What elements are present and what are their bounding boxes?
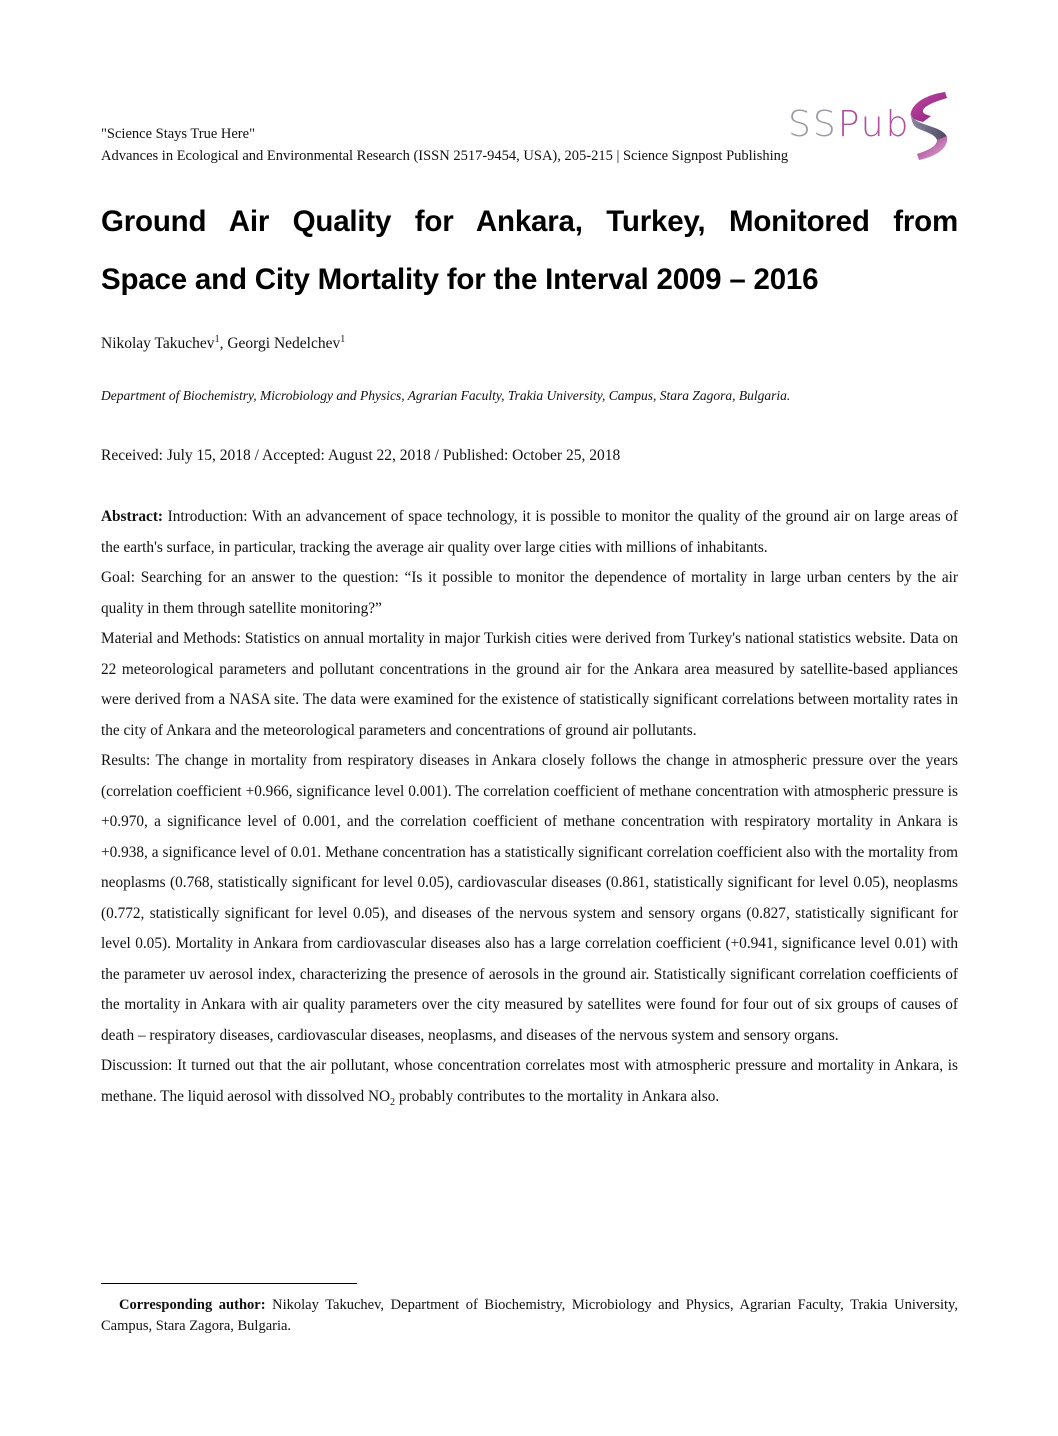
abstract-introduction xyxy=(101,502,958,563)
affiliation-mark: 1 xyxy=(340,334,346,345)
abstract-methods: Material and Methods: Statistics on annual mortality in major Turkish cities were derived from Turkey's national statistics website. Data on 22 meteorological parameters and pollutant concentrations in the ground air for the Ankara area measured by satellite-based appliances were derived from a NASA site. The data were examined for the existence of statistically significant correlations between mortality rates in the city of Ankara and the meteorological parameters and concentrations of ground air pollutants. xyxy=(101,630,958,739)
abstract-discussion xyxy=(101,1051,958,1118)
author-separator: , xyxy=(219,335,228,353)
sspub-logo xyxy=(788,90,953,162)
abstract-goal: Goal: Searching for an answer to the question: “Is it possible to monitor the dependence of mortality in large urban centers by the air quality in them through satellite monitoring?” xyxy=(101,569,958,617)
footnote-divider xyxy=(101,1283,357,1284)
title-line-1: Ground Air Quality for Ankara, Turkey, Monitored from xyxy=(101,205,958,238)
abstract-label: Abstract: xyxy=(101,508,164,525)
affiliation-mark: 1 xyxy=(214,334,220,345)
logo-wordmark xyxy=(788,104,910,145)
discussion-text-end: probably contributes to the mortality in Ankara also. xyxy=(395,1087,720,1105)
author-name: Georgi Nedelchev xyxy=(227,335,341,353)
logo-text-pub: Pub xyxy=(837,104,911,145)
ribbon-s-logo-icon xyxy=(901,90,953,162)
logo-text-ss: SS xyxy=(788,104,838,145)
journal-citation-line: Advances in Ecological and Environmental Research (ISSN 2517-9454, USA), 205-215 | Science Signpost Publishing xyxy=(101,148,789,164)
footnote-label: Corresponding author: xyxy=(119,1297,266,1313)
author-affiliation: Department of Biochemistry, Microbiology and Physics, Agrarian Faculty, Trakia University, Campus, Stara Zagora, Bulgaria. xyxy=(101,388,791,403)
publication-dates: Received: July 15, 2018 / Accepted: August 22, 2018 / Published: October 25, 2018 xyxy=(101,447,621,464)
title-line-2: Space and City Mortality for the Interval 2009 – 2016 xyxy=(101,263,819,296)
paper-title xyxy=(101,193,958,309)
abstract-results: Results: The change in mortality from respiratory diseases in Ankara closely follows the change in atmospheric pressure over the years (correlation coefficient +0.966, significance level 0.001). The correlation coefficient of methane concentration with atmospheric pressure is +0.970, a significance level of 0.001, and the correlation coefficient of methane concentration with respiratory mortality in Ankara is +0.938, a significance level of 0.01. Methane concentration has a statistically significant correlation coefficient also with the mortality from neoplasms (0.768, statistically significant for level 0.05), cardiovascular diseases (0.861, statistically significant for level 0.05), neoplasms (0.772, statistically significant for level 0.05), and diseases of the nervous system and sensory organs (0.827, statistically significant for level 0.05). Mortality in Ankara from cardiovascular diseases also has a large correlation coefficient (+0.941, significance level 0.01) with the parameter uv aerosol index, characterizing the presence of aerosols in the ground air. Statistically significant correlation coefficients of the mortality in Ankara with air quality parameters over the city measured by satellites were found for four out of six groups of causes of death – respiratory diseases, cardiovascular diseases, neoplasms, and diseases of the nervous system and sensory organs. xyxy=(101,752,958,1044)
journal-motto: "Science Stays True Here" xyxy=(101,126,255,142)
introduction-text: Introduction: With an advancement of space technology, it is possible to monitor the quality of the ground air on large areas of the earth's surface, in particular, tracking the average air quality over large cities with millions of inhabitants. xyxy=(101,508,959,556)
abstract xyxy=(101,502,958,1118)
no2-subscript: 2 xyxy=(390,1096,396,1108)
corresponding-author-footnote xyxy=(101,1295,958,1337)
footnote-text: Nikolay Takuchev, Department of Biochemistry, Microbiology and Physics, Agrarian Faculty, Trakia University, Campus, Stara Zagora, Bulgaria. xyxy=(101,1297,958,1334)
discussion-text: Discussion: It turned out that the air pollutant, whose concentration correlates most with atmospheric pressure and mortality in Ankara, is methane. The liquid aerosol with dissolved NO xyxy=(101,1057,958,1105)
author-name: Nikolay Takuchev xyxy=(101,335,215,353)
author-list xyxy=(101,334,345,353)
